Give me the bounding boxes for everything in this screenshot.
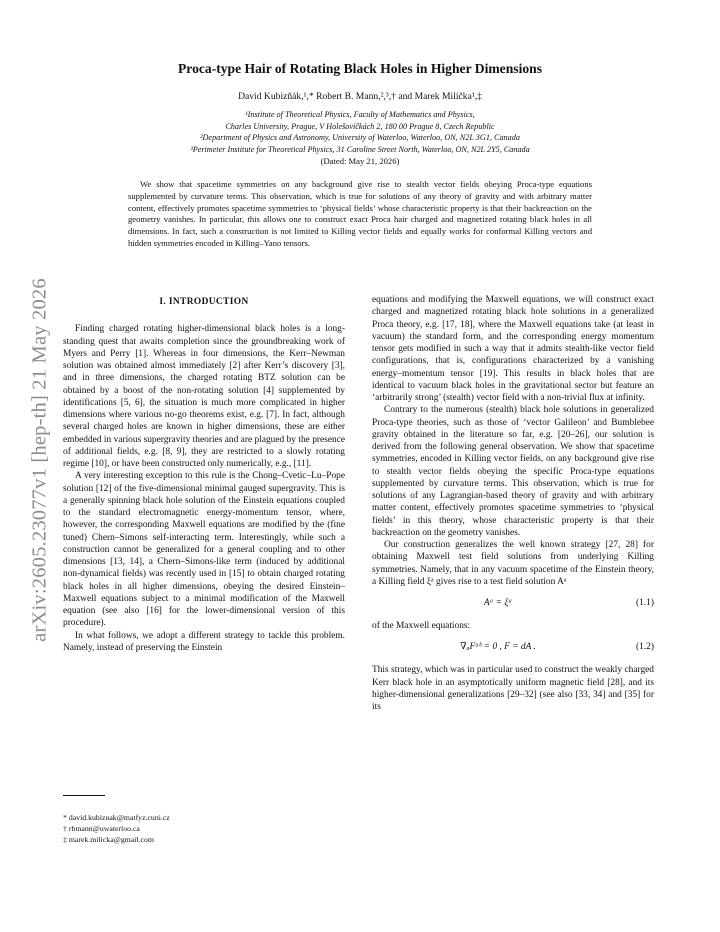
equation-body: Aᵃ = ξᵃ — [483, 598, 513, 608]
equation-number: (1.1) — [636, 598, 654, 608]
author-list: David Kubizňák,¹,* Robert B. Mann,²,³,† and Marek Milička¹,‡ — [238, 91, 482, 102]
abstract: We show that spacetime symmetries on any background give rise to stealth vector fields obeying Proca-type equations supplemented by curvature terms. This observation, which is true for solutions of any theory of gravity and with arbitrary matter content, effectively promotes spacetime symmetries to ‘physical fields’ whose characteristic property is that their backreaction on the geometry vanishes. In particular, this allows one to construct exact Proca hair charged and magnetized rotating black holes in all dimensions. In fact, such a construction is not limited to Killing vector fields and equally works for conformal Killing vectors and hidden symmetries encoded in Killing–Yano tensors. — [128, 179, 592, 248]
affiliations — [80, 109, 640, 155]
right-column — [372, 294, 654, 713]
body-paragraph: A very interesting exception to this rule is the Chong–Cvetic–Lu–Pope solution [12] of the five-dimensional minimal gauged supergravity. This is a generally spinning black hole solution of the Einstein equations coupled to the standard electromagnetic energy-momentum tensor, where, however, the corresponding Maxwell equations are modified by the (fine tuned) Chern–Simons self-interacting term. Interestingly, while such a construction cannot be generalized for a general coupling and to other dimensions [13, 14], a Chern–Simons-like term (induced by additional non-dynamical fields) was recently used in [15] to obtain charged rotating black holes in all higher dimensions, obeying the desired Einstein–Maxwell equations subject to a minimal modification of the Maxwell equation (see also [16] for the lower-dimensional version of this procedure). — [63, 471, 345, 629]
footnote-rule — [63, 795, 105, 796]
body-paragraph: Finding charged rotating higher-dimensional black holes is a long-standing quest that awaits completion since the groundbreaking work of Myers and Perry [1]. Whereas in four dimensions, the Kerr–Newman solution was obtained almost immediately [2] after Kerr’s discovery [3], and in three dimensions, the charged rotating BTZ solution can be obtained by a boost of the non-rotating solution [4] supplemented by identifications [5, 6], the situation is much more complicated in higher dimensions where various no-go theorems exist, e.g. [7]. In fact, although several charged holes are known in higher dimensions, these are either embedded in various supergravity theories and are plagued by the presence of additional fields, e.g. [8, 9], they are restricted to a slowly rotating regime [10], or have been constructed only numerically, e.g., [11]. — [63, 324, 345, 469]
body-paragraph: of the Maxwell equations: — [372, 621, 471, 631]
body-paragraph: This strategy, which was in particular used to construct the weakly charged Kerr black hole in an asymptotically uniform magnetic field [28], and its higher-dimensional generalizations [29–32] (see also [33, 34] and [35] for its — [372, 665, 654, 712]
left-column — [63, 296, 345, 654]
dated-line: (Dated: May 21, 2026) — [320, 156, 400, 166]
equation-number: (1.2) — [636, 642, 654, 653]
affiliation-line: Charles University, Prague, V Holešovičkách 2, 180 00 Prague 8, Czech Republic — [225, 121, 495, 131]
equation-1-1 — [372, 592, 654, 616]
equation-body: ∇ₐFᵃᵇ = 0 , F = dA . — [460, 642, 536, 653]
paper-title: Proca-type Hair of Rotating Black Holes in Higher Dimensions — [177, 61, 542, 76]
body-paragraph: Contrary to the numerous (stealth) black hole solutions in generalized Proca-type theories, such as those of ‘vector Galileon’ and Bumblebee gravity obtained in the literature so far, e.g. [20–26], our solution is derived from the following general observation. We show that spacetime symmetries, encoded in Killing vector fields, on any background give rise to stealth vector fields obeying the specific Proca-type equations supplemented by curvature terms. This observation, which is true for solutions of any Lagrangian-based theory of gravity and with arbitrary matter content, effectively promotes spacetime symmetries to ‘physical fields’ in this theory, whose characteristic property is that their backreaction on the geometry vanishes. — [372, 405, 654, 538]
affiliation-line: ¹Institute of Theoretical Physics, Faculty of Mathematics and Physics, — [245, 110, 475, 119]
footnote: * david.kubiznak@matfyz.cuni.cz — [63, 813, 170, 822]
footnotes — [63, 813, 345, 845]
footnote: ‡ marek.milicka@gmail.com — [63, 834, 154, 844]
arxiv-identifier: arXiv:2605.23077v1 [hep-th] 21 May 2026 — [28, 278, 51, 642]
affiliation-line: ²Department of Physics and Astronomy, University of Waterloo, Waterloo, ON, N2L 3G1, Canada — [200, 133, 520, 143]
equation-1-2 — [372, 636, 654, 660]
body-paragraph: In what follows, we adopt a different strategy to tackle this problem. Namely, instead of preserving the Einstein — [63, 630, 345, 653]
body-paragraph: Our construction generalizes the well known strategy [27, 28] for obtaining Maxwell test field solutions from underlying Killing symmetries. Namely, that in any vacuum spacetime of the Einstein theory, a Killing field ξᵃ gives rise to a test field solution Aᵃ — [372, 540, 654, 587]
section-heading: I. INTRODUCTION — [159, 297, 249, 307]
arxiv-sidebar — [22, 250, 58, 670]
body-paragraph: equations and modifying the Maxwell equations, we will construct exact charged and magnetized rotating black hole solutions in a generalized Proca theory, e.g. [17, 18], where the Maxwell equations take (at least in vacuum) the standard form, and the corresponding energy momentum tensor gets modified in such a way that it admits stealth-like vector field configurations, that is, configurations characterized by a vanishing energy–momentum tensor [19]. This results in black holes that are identical to vacuum black holes in the gravitational sector but feature an ‘arbitrarily strong’ (stealth) vector field with a non-trivial flux at infinity. — [372, 295, 654, 403]
affiliation-line: ³Perimeter Institute for Theoretical Physics, 31 Caroline Street North, Waterloo, ON, N2L 2Y5, Canada — [190, 144, 530, 154]
footnote: † rbmann@uwaterloo.ca — [63, 823, 140, 833]
